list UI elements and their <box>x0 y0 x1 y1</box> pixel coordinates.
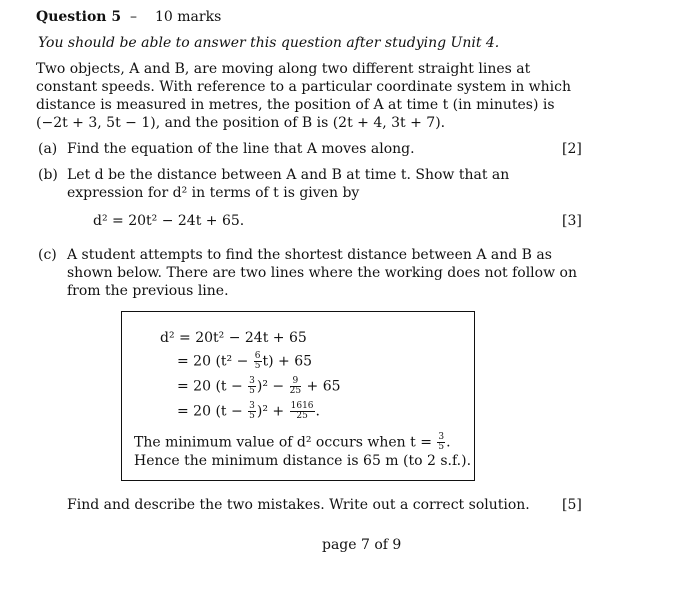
page-number: page 7 of 9 <box>322 537 402 553</box>
part-b-equation: d² = 20t² − 24t + 65. <box>93 213 245 229</box>
part-a-text: Find the equation of the line that A moves along. <box>67 141 415 157</box>
part-c-line-2: shown below. There are two lines where the working does not follow on <box>67 265 577 281</box>
instruction-text: You should be able to answer this question after studying Unit 4. <box>38 35 500 51</box>
part-b-line-2: expression for d² in terms of t is given by <box>67 185 360 201</box>
intro-line-2: constant speeds. With reference to a particular coordinate system in which <box>36 79 572 95</box>
part-a-marks: [2] <box>562 141 582 157</box>
fraction: $\frac{3}{5}$ <box>249 376 255 396</box>
fraction: $\frac{6}{5}$ <box>254 351 261 371</box>
fraction: $\frac{9}{25}$ <box>289 376 302 396</box>
working-minimum-line: The minimum value of d² occurs when t = $\frac{3}{5}$ . <box>134 432 451 452</box>
question-title: Question 5 <box>36 9 122 25</box>
fraction: $\frac{3}{5}$ <box>249 401 255 421</box>
header-dash: – <box>130 9 137 25</box>
part-c-label: (c) <box>38 247 57 263</box>
working-line-4: = 20 (t − $\frac{3}{5}$ )² + $\frac{1616}{25}$ . <box>177 401 320 421</box>
question-marks: 10 marks <box>155 9 222 25</box>
intro-line-4: (−2t + 3, 5t − 1), and the position of B is (2t + 4, 3t + 7). <box>36 115 446 131</box>
part-c-marks: [5] <box>562 497 582 513</box>
part-c-line-1: A student attempts to find the shortest distance between A and B as <box>67 247 552 263</box>
working-line-2: = 20 (t² − $\frac{6}{5}$ t) + 65 <box>177 351 313 371</box>
part-b-label: (b) <box>38 167 58 183</box>
part-b-marks: [3] <box>562 213 582 229</box>
fraction: $\frac{3}{5}$ <box>438 432 445 452</box>
part-c-line-3: from the previous line. <box>67 283 229 299</box>
intro-line-1: Two objects, A and B, are moving along two different straight lines at <box>36 61 531 77</box>
working-line-3: = 20 (t − $\frac{3}{5}$ )² − $\frac{9}{25}$ + 65 <box>177 376 341 396</box>
part-c-task: Find and describe the two mistakes. Write out a correct solution. <box>67 497 530 513</box>
working-hence-line: Hence the minimum distance is 65 m (to 2 s.f.). <box>134 453 472 469</box>
part-a-label: (a) <box>38 141 58 157</box>
part-b-line-1: Let d be the distance between A and B at time t. Show that an <box>67 167 510 183</box>
working-line-1: d² = 20t² − 24t + 65 <box>160 330 307 346</box>
intro-line-3: distance is measured in metres, the position of A at time t (in minutes) is <box>36 97 555 113</box>
fraction: $\frac{1616}{25}$ <box>290 401 314 421</box>
